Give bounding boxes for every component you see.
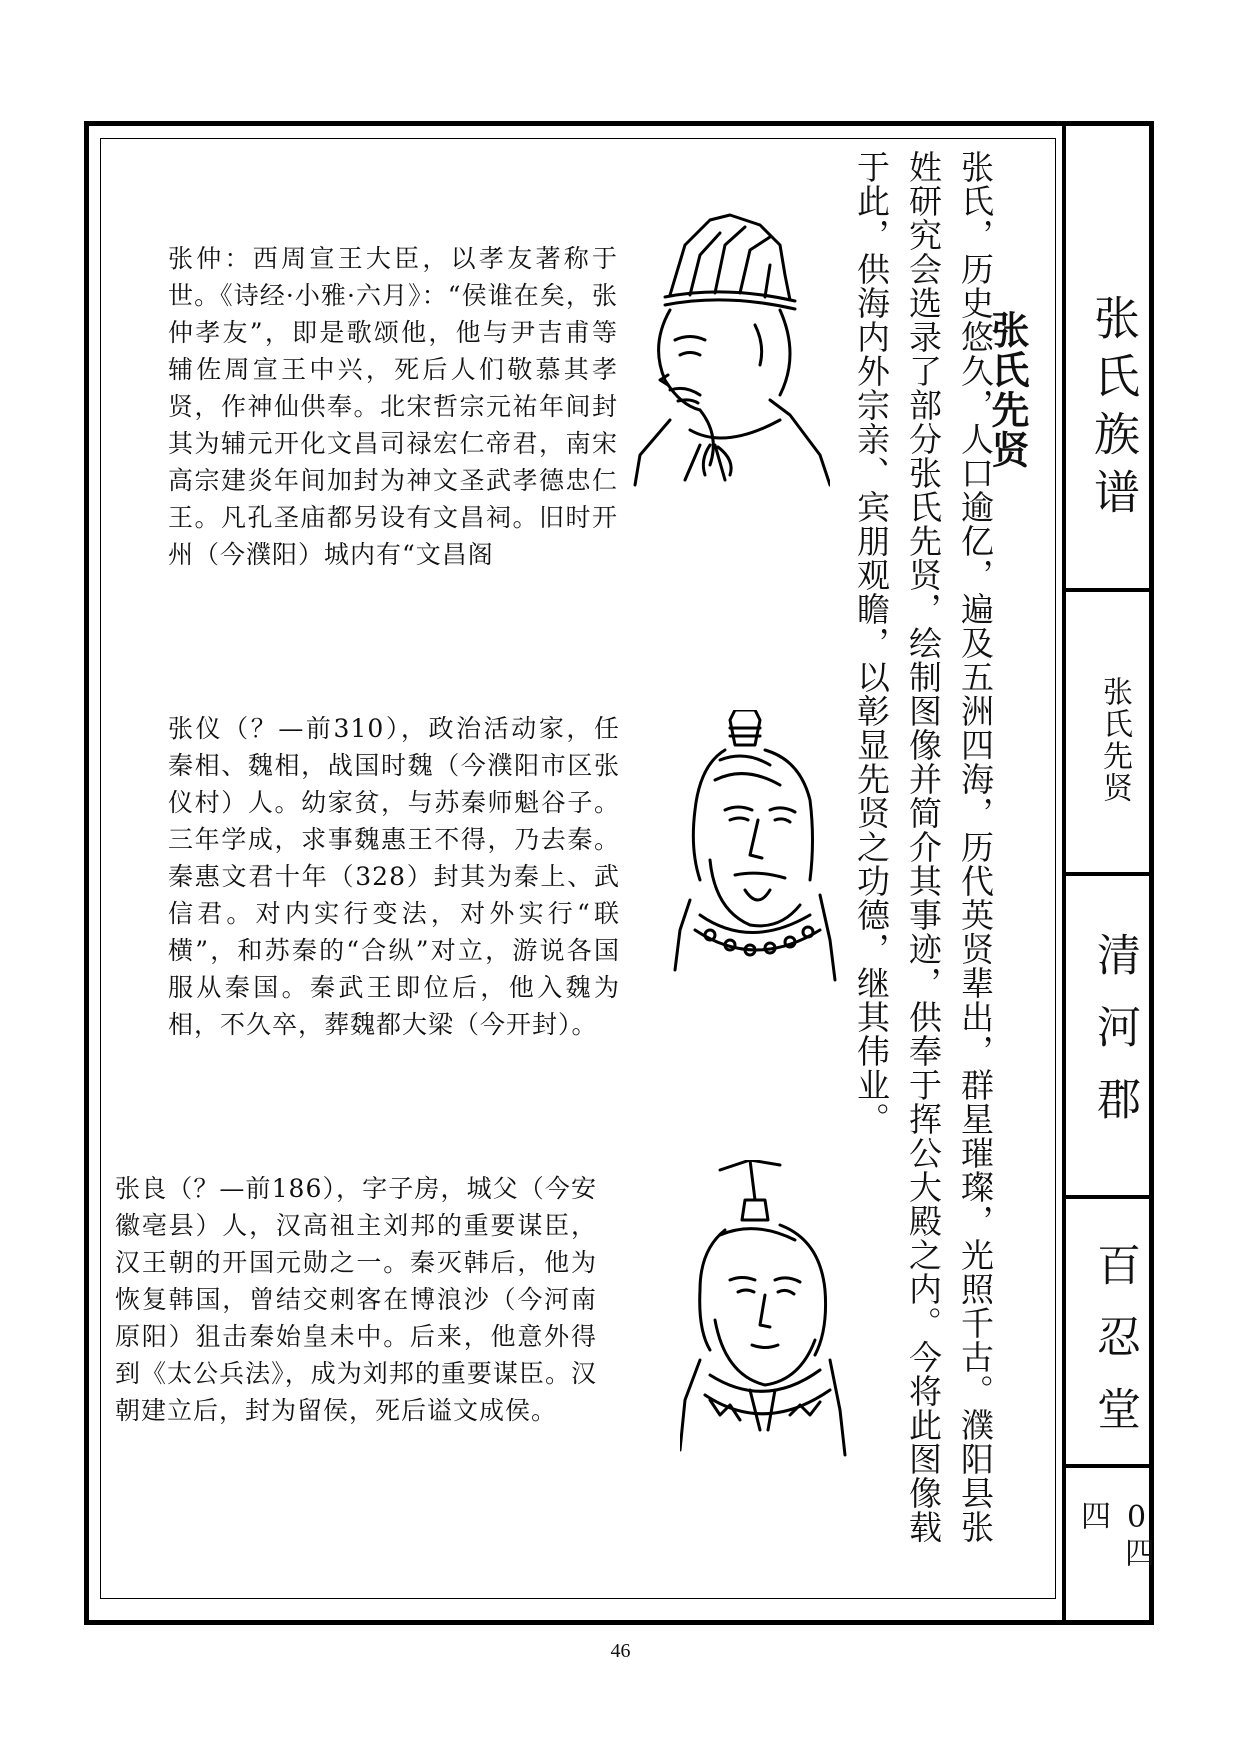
portrait-zhang-yi xyxy=(670,710,840,990)
clan-origin: 清河郡 xyxy=(1089,932,1140,1148)
bio-zhang-yi: 张仪（？—前310），政治活动家，任秦相、魏相，战国时魏（今濮阳市区张仪村）人。幼家贫，与苏秦师魁谷子。三年学成，求事魏惠王不得，乃去秦。秦惠文君十年（328）封其为秦上、武信君。对内实行变法，对外实行“联横”，和苏秦的“合纵”对立，游说各国服从秦国。秦武王即位后，他入魏为相，不久卒，葬魏都大梁（今开封）。 xyxy=(168,714,620,1039)
section-title: 张氏先贤 xyxy=(1097,676,1132,804)
page-code: 0四四 xyxy=(1075,1500,1154,1569)
intro-text xyxy=(845,150,1001,1550)
genealogy-title: 张氏族谱 xyxy=(1087,294,1141,526)
intro-heading: 张氏先贤 xyxy=(985,310,1029,470)
bio-zhang-zhong: 张仲：西周宣王大臣，以孝友著称于世。《诗经·小雅·六月》：“侯谁在矣，张仲孝友”，即是歌颂他，他与尹吉甫等辅佐周宣王中兴，死后人们敬慕其孝贤，作神仙供奉。北宋哲宗元祐年间封其为辅元开化文昌司禄宏仁帝君，南宋高宗建炎年间加封为神文圣武孝德忠仁王。凡孔圣庙都另设有文昌祠。旧时开州（今濮阳）城内有“文昌阁 xyxy=(168,244,618,569)
hall-name: 百忍堂 xyxy=(1089,1242,1140,1458)
portrait-zhang-zhong xyxy=(630,205,830,495)
bio-zhang-liang: 张良（？—前186），字子房，城父（今安徽亳县）人，汉高祖主刘邦的重要谋臣，汉王朝的开国元勋之一。秦灭韩后，他为恢复韩国，曾结交刺客在博浪沙（今河南原阳）狙击秦始皇未中。后来，他意外得到《太公兵法》，成为刘邦的重要谋臣。汉朝建立后，封为留侯，死后谥文成侯。 xyxy=(115,1174,597,1425)
sidebar-separator xyxy=(1066,1195,1154,1199)
sidebar-separator xyxy=(1066,872,1154,876)
portrait-zhang-liang xyxy=(680,1160,850,1460)
intro-paragraph: 张氏，历史悠久，人口逾亿，遍及五洲四海，历代英贤辈出，群星璀璨，光照千古。濮阳县张姓研究会选录了部分张氏先贤，绘制图像并简介其事迹，供奉于挥公大殿之内。今将此图像载于此，供海内外宗亲、宾朋观瞻，以彰显先贤之功德，继其伟业。 xyxy=(852,150,995,1544)
page-number: 46 xyxy=(610,1640,631,1662)
